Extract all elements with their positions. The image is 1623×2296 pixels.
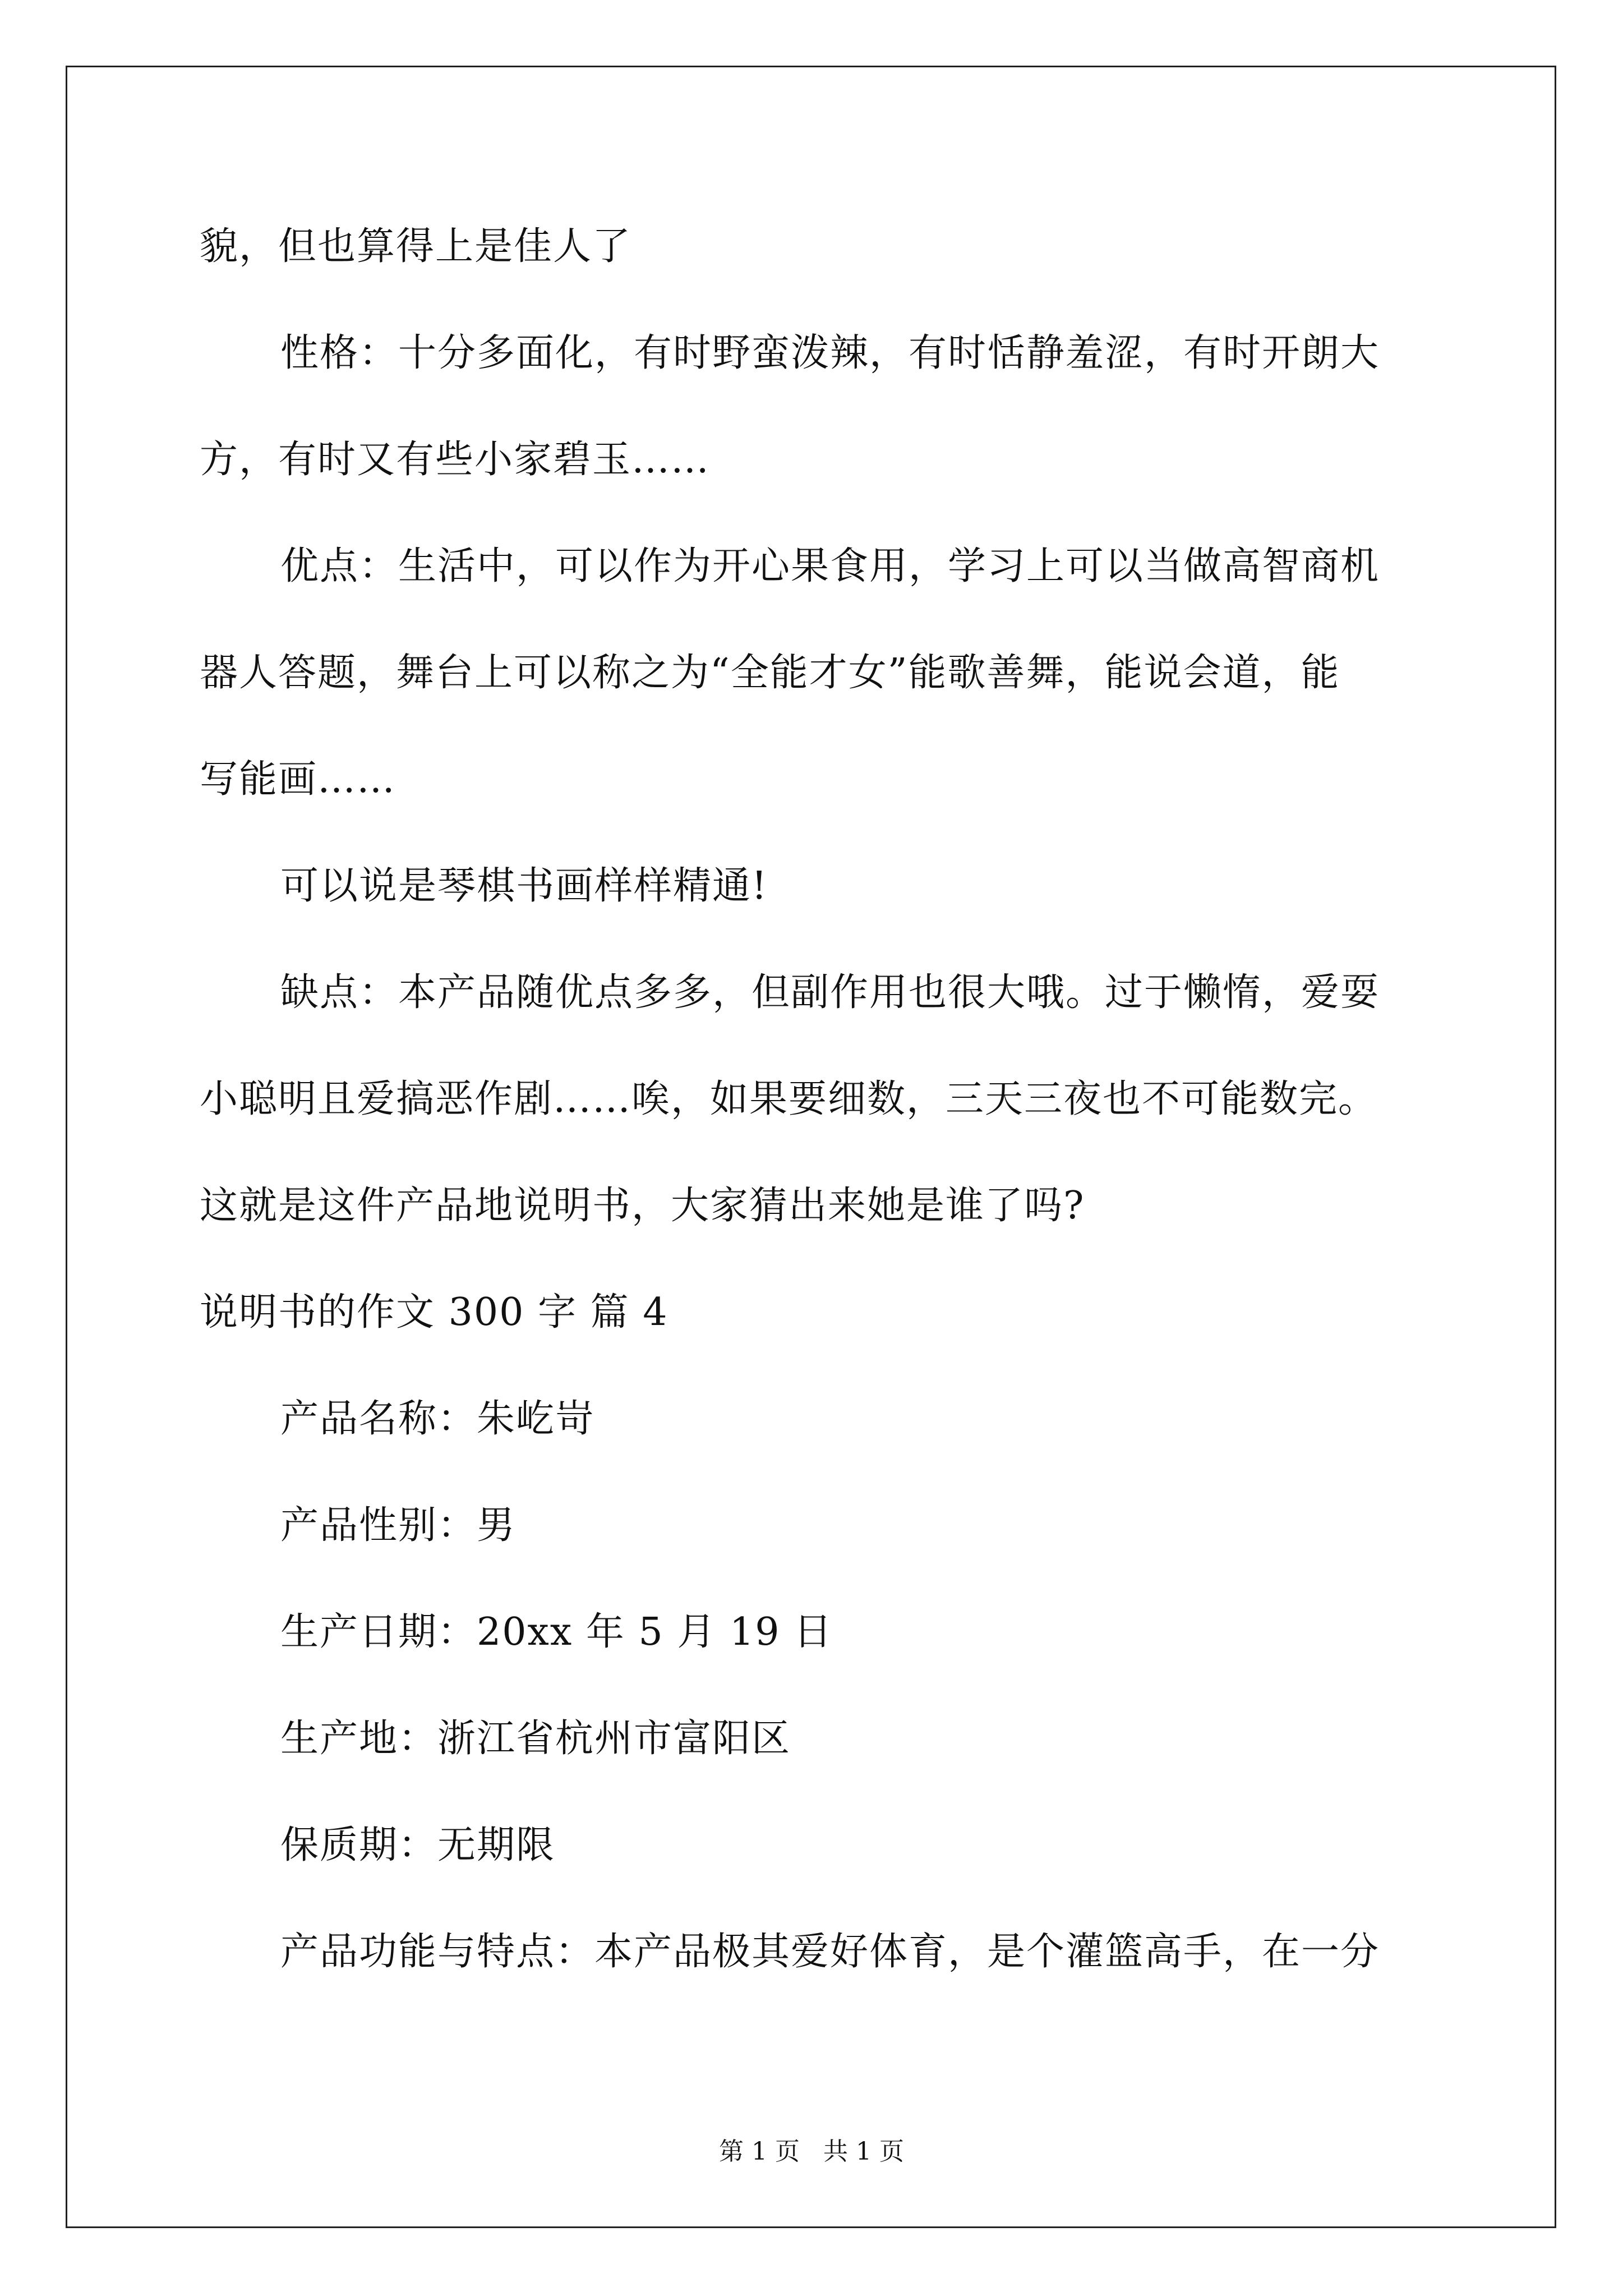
paragraph-line: 缺点：本产品随优点多多，但副作用也很大哦。过于懒惰，爱耍	[280, 970, 1380, 1015]
paragraph-line: 方，有时又有些小家碧玉……	[200, 438, 711, 482]
paragraph-line: 生产日期：20xx 年 5 月 19 日	[280, 1610, 833, 1654]
paragraph-line: 性格：十分多面化，有时野蛮泼辣，有时恬静羞涩，有时开朗大	[280, 331, 1380, 375]
paragraph-line: 器人答题，舞台上可以称之为“全能才女”能歌善舞，能说会道，能	[200, 651, 1340, 695]
paragraph-line: 可以说是琴棋书画样样精通!	[280, 864, 768, 908]
paragraph-line: 保质期：无期限	[280, 1823, 556, 1867]
page-border	[66, 66, 1556, 2228]
paragraph-line: 写能画……	[200, 757, 396, 802]
paragraph-line: 生产地：浙江省杭州市富阳区	[280, 1717, 791, 1761]
paragraph-line: 貌，但也算得上是佳人了	[200, 224, 632, 269]
paragraph-line: 小聪明且爱搞恶作剧……唉，如果要细数，三天三夜也不可能数完。	[200, 1077, 1378, 1121]
paragraph-line: 这就是这件产品地说明书，大家猜出来她是谁了吗?	[200, 1184, 1085, 1228]
paragraph-line: 优点：生活中，可以作为开心果食用，学习上可以当做高智商机	[280, 544, 1380, 588]
paragraph-line: 产品名称：朱屹岢	[280, 1397, 595, 1441]
page-footer: 第 1 页 共 1 页	[719, 2137, 904, 2166]
section-heading: 说明书的作文 300 字 篇 4	[200, 1290, 668, 1335]
paragraph-line: 产品性别：男	[280, 1503, 517, 1548]
paragraph-line: 产品功能与特点：本产品极其爱好体育，是个灌篮高手，在一分	[280, 1930, 1380, 1974]
